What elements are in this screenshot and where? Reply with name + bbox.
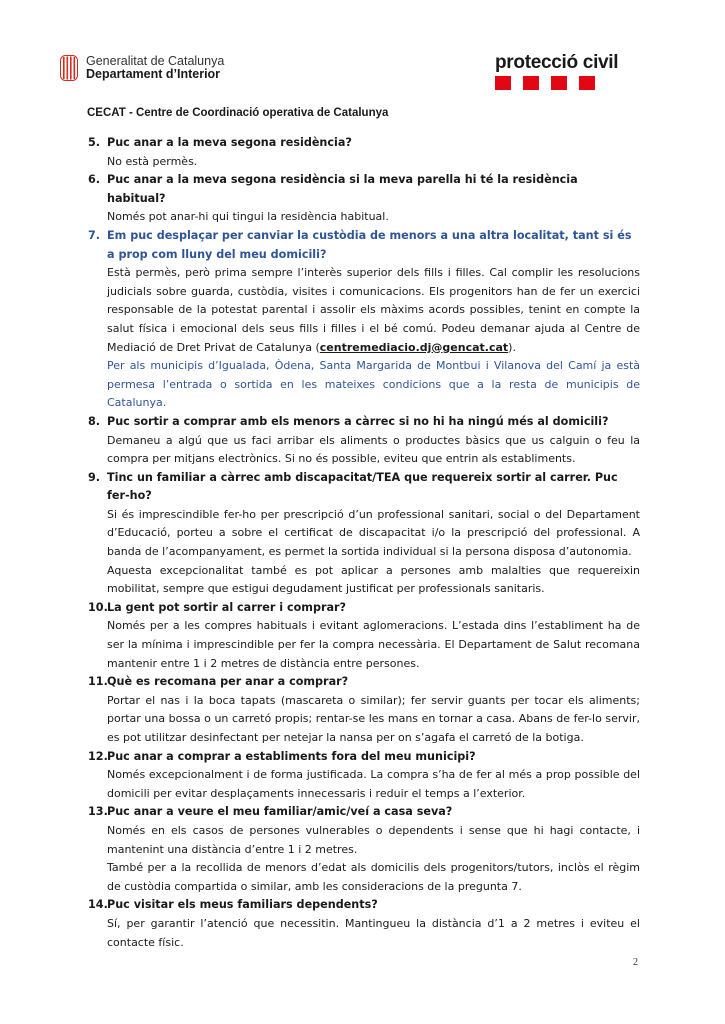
faq-question-5: 5. Puc anar a la meva segona residència? <box>88 136 352 149</box>
faq-answer-13: Només en els casos de persones vulnerables o dependents i sense que hi hagi contacte, i mantenint una distància d’entre 1 i 2 metres. <box>107 823 640 856</box>
faq-question-13: 13. Puc anar a veure el meu familiar/amic/veí a casa seva? <box>88 805 453 819</box>
faq-answer-12: Només excepcionalment i de forma justificada. La compra s’ha de fer al més a prop possible del domicili per evitar desplaçaments innecessaris i reduir el temps a l’exterior. <box>107 768 640 800</box>
generalitat-logo-block <box>60 55 224 81</box>
faq-question-14: 14. Puc visitar els meus familiars dependents? <box>88 898 378 912</box>
faq-question-12: 12. Puc anar a comprar a establiments fora del meu municipi? <box>88 749 476 763</box>
faq-answer-11: Portar el nas i la boca tapats (mascareta o similar); fer servir guants per tocar els aliments; portar una bossa o un carretó propis; rentar-se les mans en tornar a casa. Abans de fer-lo servir, es pot utilitzar desinfectant per netejar la nansa per on s’agafa el carretó de la botiga. <box>107 693 640 744</box>
senyera-shield-icon <box>60 55 78 81</box>
faq-list <box>88 134 640 952</box>
department-name: Departament d’Interior <box>86 67 221 81</box>
brand-squares-icon <box>495 76 618 90</box>
faq-answer-9-extra: Aquesta excepcionalitat també es pot aplicar a persones amb malalties que requereixin mobilitat, sempre que estigui degudament justificat per professionals sanitaris. <box>107 563 640 596</box>
faq-question-7: 7. Em puc desplaçar per canviar la custòdia de menors a una altra localitat, tant si és a prop com lluny del meu domicili? <box>88 228 632 261</box>
faq-question-8: 8. Puc sortir a comprar amb els menors a càrrec si no hi ha ningú més al domicili? <box>88 414 609 428</box>
org-name: Generalitat de Catalunya <box>86 54 225 68</box>
document-subtitle: CECAT - Centre de Coordinació operativa de Catalunya <box>87 107 389 119</box>
brand-title: protecció civil <box>495 52 619 73</box>
page-number: 2 <box>633 957 638 968</box>
proteccio-civil-logo <box>495 53 618 90</box>
faq-question-11: 11. Què es recomana per anar a comprar? <box>88 675 349 689</box>
faq-answer-10: Només per a les compres habituals i evitant aglomeracions. L’estada dins l’establiment ha de ser la mínima i imprescindible per fer la compra necessària. El Departament de Salut recomana mantenir entre 1 i 2 metres de distància entre persones. <box>107 619 640 670</box>
faq-question-10: 10. La gent pot sortir al carrer i comprar? <box>88 600 347 614</box>
faq-answer-7: Està permès, però prima sempre l’interès superior dels fills i filles. Cal complir les resolucions judicials sobre guarda, custòdia, visites i comunicacions. Els progenitors han de fer un exercici responsable de la potestat parental i assolir els màxims acords possibles, tenint en compte la salut física i emocional dels seus fills i filles i el bé comú. Podeu demanar ajuda al Centre de Mediació de Dret Privat de Catalunya (centremediacio.dj@gencat.cat). <box>107 266 640 354</box>
faq-question-9: 9. Tinc un familiar a càrrec amb discapacitat/TEA que requereix sortir al carrer. Puc fer-ho? <box>88 470 618 503</box>
faq-answer-5: No està permès. <box>107 154 198 168</box>
faq-question-6: 6. Puc anar a la meva segona residència si la meva parella hi té la residència habitual? <box>88 173 578 205</box>
faq-answer-6: Només pot anar-hi qui tingui la residència habitual. <box>107 210 389 224</box>
faq-answer-9: Si és imprescindible fer-ho per prescripció d’un professional sanitari, social o del Departament d’Educació, porteu a sobre el certificat de discapacitat i/o la prescripció del professional. A banda de l’acompanyament, es permet la sortida individual si la persona disposa d’autonomia. <box>107 507 640 559</box>
faq-answer-13-extra: També per a la recollida de menors d’edat als domicilis dels progenitors/tutors, inclòs el règim de custòdia compartida o similar, amb les consideracions de la pregunta 7. <box>107 861 640 893</box>
faq-note-7: Per als municipis d’Igualada, Òdena, Santa Margarida de Montbui i Vilanova del Camí ja està permesa l’entrada o sortida en les mateixes condicions que a la resta de municipis de Catalunya. <box>107 359 640 410</box>
faq-answer-14: Sí, per garantir l’atenció que necessitin. Mantingueu la distància d’1 a 2 metres i eviteu el contacte físic. <box>107 916 640 949</box>
faq-answer-8: Demaneu a algú que us faci arribar els aliments o productes bàsics que us calguin o feu la compra per mitjans electrònics. Si no és possible, eviteu que entrin als establiments. <box>107 433 640 466</box>
mediation-email-link[interactable]: centremediacio.dj@gencat.cat <box>319 340 509 354</box>
